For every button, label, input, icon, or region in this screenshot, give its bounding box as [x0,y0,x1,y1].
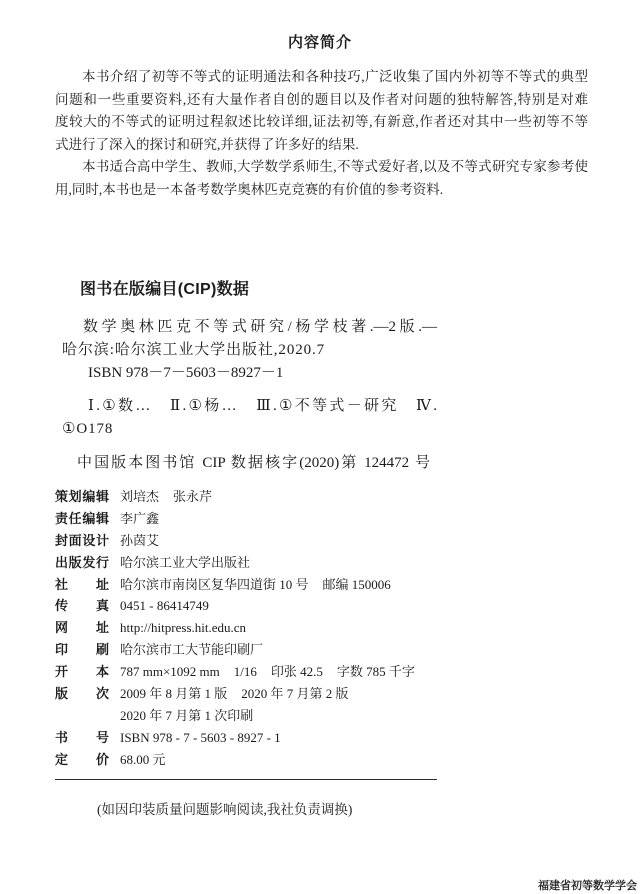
address-value: 哈尔滨市南岗区复华四道街 10 号 [120,576,309,592]
summary-p1-line-4: 式进行了深入的探讨和研究,并获得了许多好的结果. [55,136,359,152]
paper-size-value: 787 mm×1092 mm [120,664,220,680]
cip-heading: 图书在版编目(CIP)数据 [80,281,250,298]
responsible-editor-name: 李广鑫 [120,510,160,526]
print-quality-notice: (如因印装质量问题影响阅读,我社负责调换) [97,802,353,817]
planning-editor-name: 张永芹 [173,489,213,504]
price-value: 68.00 元 [120,751,166,767]
summary-title: 内容简介 [287,34,352,51]
planning-editor-label: 策划编辑 [55,489,109,504]
summary-text [55,66,588,202]
fax-value: 0451 - 86414749 [120,598,209,614]
cip-title-line: 数学奥林匹克不等式研究/杨学枝著.—2版.— [83,318,437,335]
cover-designer-name: 孙茵艾 [120,532,160,548]
cip-subject-line: Ⅰ.①数… Ⅱ.①杨… Ⅲ.①不等式－研究 Ⅳ. [88,397,437,414]
format-value: 1/16 [233,664,257,680]
colophon-row [55,574,475,596]
publisher-label: 出版发行 [55,554,109,570]
summary-p2-line-1: 本书适合高中学生、教师,大学数学系师生,不等式爱好者,以及不等式研究专家参考使 [82,159,588,175]
colophon-row [55,727,475,749]
colophon-row [55,552,475,574]
cover-design-label: 封面设计 [55,532,109,548]
fax-label: 传 真 [55,598,109,614]
summary-p1-line-2: 问题和一些重要资料,还有大量作者自创的题目以及作者对问题的独特解答,特别是对难 [55,91,588,107]
cip-classification-line: ①O178 [62,420,114,437]
format-label: 开 本 [55,664,109,680]
summary-p1-line-1: 本书介绍了初等不等式的证明通法和各种技巧,广泛收集了国内外初等不等式的典型 [82,69,588,84]
book-number-label: 书 号 [55,729,109,745]
website-value: http://hitpress.hit.edu.cn [120,620,247,636]
colophon-row [55,683,475,705]
colophon-row [55,705,475,727]
cip-isbn-line: ISBN 978－7－5603－8927－1 [88,364,284,381]
postcode-value: 邮编 150006 [322,576,391,592]
address-label: 社 址 [55,576,109,592]
colophon-row [55,749,475,771]
watermark: 福建省初等数学学会 [538,880,637,892]
colophon-row [55,661,475,683]
price-label: 定 价 [55,751,109,767]
edition-label: 版 次 [55,686,109,702]
printer-label: 印 刷 [55,642,109,658]
colophon-row [55,530,475,552]
colophon-row [55,486,475,508]
responsible-editor-label: 责任编辑 [55,510,109,526]
publisher-name: 哈尔滨工业大学出版社 [120,554,251,570]
second-edition-value: 2020 年 7 月第 2 版 [241,686,349,702]
colophon-row [55,617,475,639]
colophon-row [55,508,475,530]
summary-p1-line-3: 度较大的不等式的证明过程叙述比较详细,证法初等,有新意,作者还对其中一些初等不等 [55,114,588,130]
empty-label [55,705,109,727]
word-count-value: 字数 785 千字 [336,664,415,680]
isbn-value: ISBN 978 - 7 - 5603 - 8927 - 1 [120,729,281,745]
printer-value: 哈尔滨市工大节能印刷厂 [120,642,264,658]
divider-line [55,779,437,780]
cip-record-number: 中国版本图书馆 CIP 数据核字(2020)第 124472 号 [77,454,430,471]
first-edition-value: 2009 年 8 月第 1 版 [120,686,228,702]
colophon-row [55,595,475,617]
printing-value: 2020 年 7 月第 1 次印刷 [120,707,254,723]
website-label: 网 址 [55,620,109,636]
colophon-row [55,639,475,661]
sheets-value: 印张 42.5 [270,664,323,680]
colophon-table [55,486,475,771]
planning-editor-name: 刘培杰 [120,489,160,504]
summary-p2-line-2: 用,同时,本书也是一本备考数学奥林匹克竞赛的有价值的参考资料. [55,181,444,197]
cip-publisher-line: 哈尔滨:哈尔滨工业大学出版社,2020.7 [62,341,326,358]
